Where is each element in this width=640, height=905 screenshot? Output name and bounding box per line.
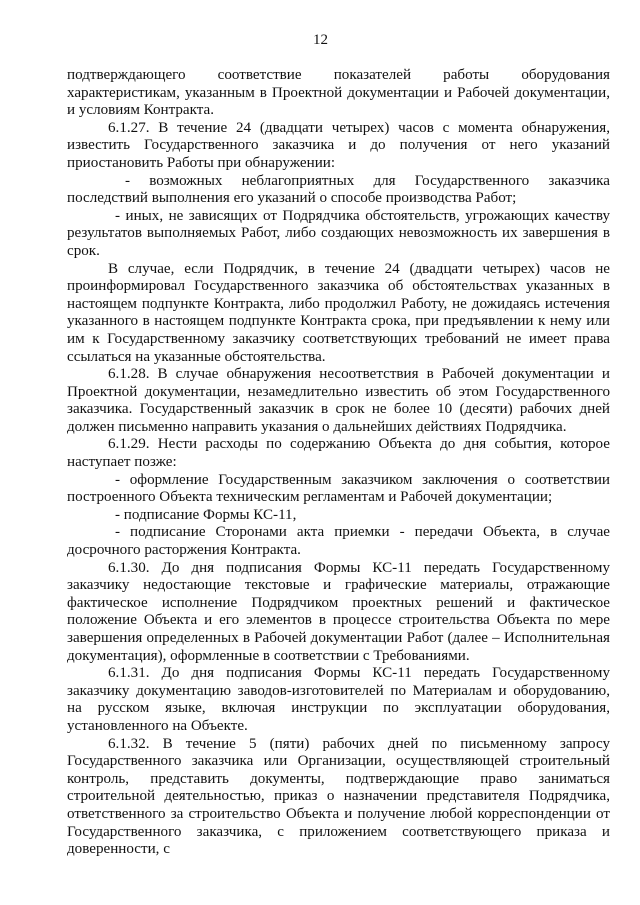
clause-6-1-29: 6.1.29. Нести расходы по содержанию Объекта до дня события, которое наступает позже:	[67, 436, 610, 471]
clause-6-1-30: 6.1.30. До дня подписания Формы КС-11 передать Государственному заказчику недостающие текстовые и графические материалы, отражающие фактическое исполнение Подрядчиком проектных решений и фактическое положение Объекта и его элементов в процессе строительства Объекта по мере завершения определенных в Рабочей документации Работ (далее – Исполнительная документация), оформленные в соответствии с Требованиями.	[67, 559, 610, 664]
list-item-adverse-consequences: - возможных неблагоприятных для Государственного заказчика последствий выполнения его указаний о способе производства Работ;	[67, 172, 610, 207]
document-body	[67, 67, 610, 859]
paragraph-continuation: подтверждающего соответствие показателей работы оборудования характеристикам, указанным в Проектной документации и Рабочей документации, и условиям Контракта.	[67, 67, 610, 119]
clause-6-1-31: 6.1.31. До дня подписания Формы КС-11 передать Государственному заказчику документацию заводов-изготовителей по Материалам и оборудованию, на русском языке, включая инструкции по эксплуатации оборудования, установленного на Объекте.	[67, 665, 610, 734]
clause-6-1-27: 6.1.27. В течение 24 (двадцати четырех) часов с момента обнаружения, известить Государственного заказчика и до получения от него указаний приостановить Работы при обнаружении:	[67, 119, 610, 171]
list-item-other-circumstances: - иных, не зависящих от Подрядчика обстоятельств, угрожающих качеству результатов выполняемых Работ, либо создающих невозможность их завершения в срок.	[67, 207, 610, 259]
list-item-acceptance-act: - подписание Сторонами акта приемки - передачи Объекта, в случае досрочного расторжения Контракта.	[67, 524, 610, 559]
paragraph-failure-to-inform: В случае, если Подрядчик, в течение 24 (двадцати четырех) часов не проинформировал Государственного заказчика об обстоятельствах указанных в настоящем подпункте Контракта, либо продолжил Работу, не дожидаясь истечения указанного в настоящем подпункте Контракта срока, при предъявлении к нему или им к Государственному заказчику соответствующих требований не имеет права ссылаться на указанные обстоятельства.	[67, 260, 610, 365]
clause-6-1-28: 6.1.28. В случае обнаружения несоответствия в Рабочей документации и Проектной документации, незамедлительно известить об этом Государственного заказчика. Государственный заказчик в срок не более 10 (десяти) рабочих дней должен письменно направить указания о дальнейших действиях Подрядчика.	[67, 366, 610, 435]
list-item-conformity-conclusion: - оформление Государственным заказчиком заключения о соответствии построенного Объекта техническим регламентам и Рабочей документации;	[67, 471, 610, 506]
clause-6-1-32: 6.1.32. В течение 5 (пяти) рабочих дней по письменному запросу Государственного заказчика или Организации, осуществляющей строительный контроль, представить документы, подтверждающие право заниматься строительной деятельностью, приказ о назначении представителя Подрядчика, ответственного за строительство Объекта и получение любой корреспонденции от Государственного заказчика, с приложением соответствующего приказа и доверенности, с	[67, 735, 610, 858]
page-number: 12	[313, 32, 328, 48]
list-item-ks11-signing: - подписание Формы КС-11,	[115, 506, 297, 523]
